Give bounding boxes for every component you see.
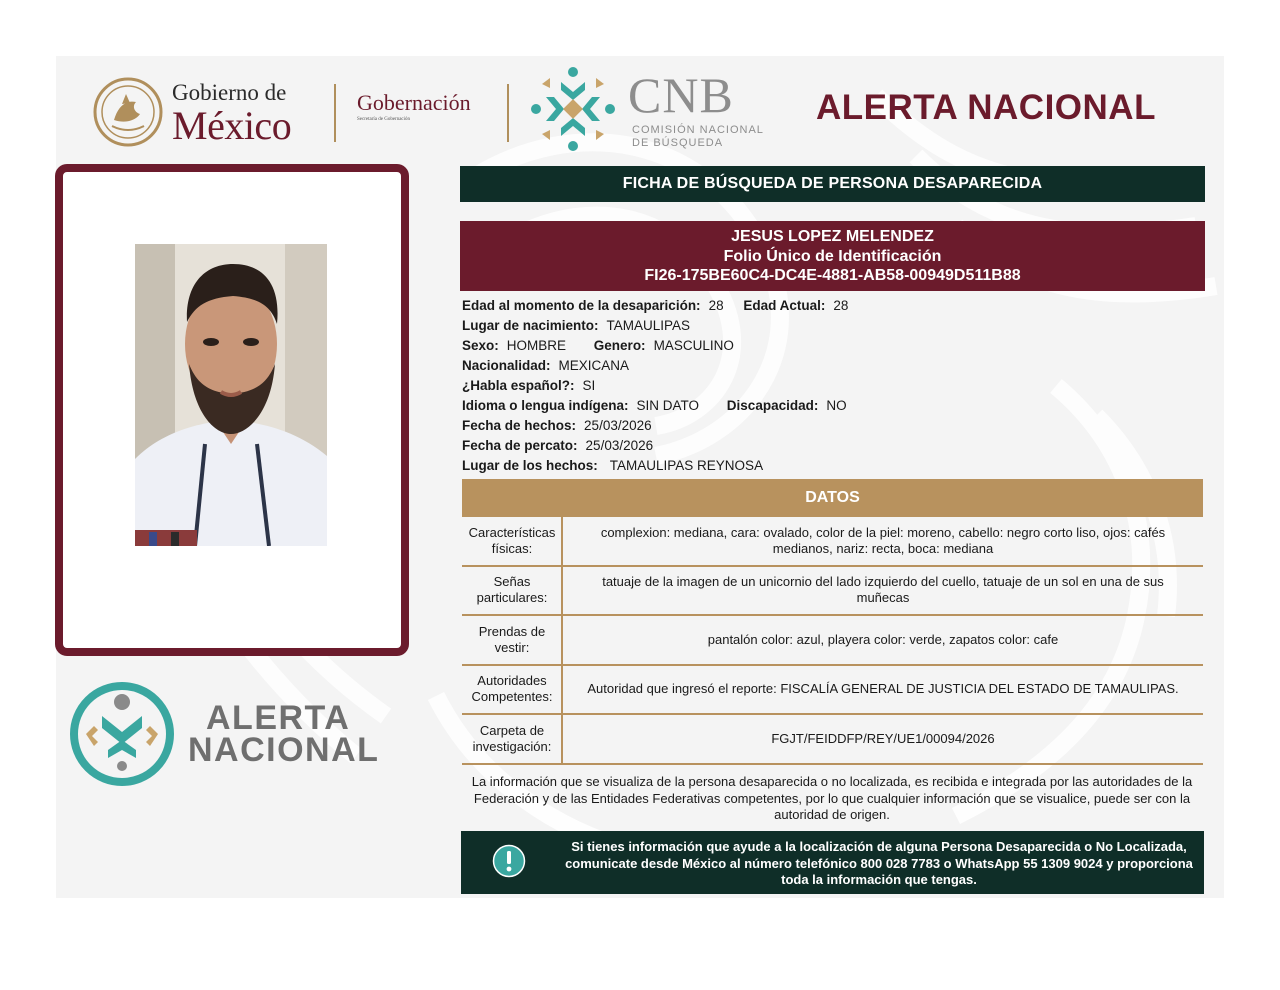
logo-line2: NACIONAL: [188, 731, 380, 769]
cnb-sub-line2: DE BÚSQUEDA: [632, 137, 724, 149]
contact-banner: [461, 831, 1204, 894]
edad-desaparicion-label: Edad al momento de la desaparición:: [462, 298, 701, 313]
datos-value: tatuaje de la imagen de un unicornio del lado izquierdo del cuello, tatuaje de un sol en una de sus muñecas: [602, 574, 1164, 606]
exclamation-icon: [492, 844, 526, 878]
datos-row: [462, 715, 1203, 765]
header-divider: [334, 84, 336, 142]
photo-frame: [55, 164, 409, 656]
gob-line2: México: [172, 103, 292, 148]
info-row: [462, 296, 1202, 316]
lugar-hechos-value: TAMAULIPAS REYNOSA: [609, 458, 764, 473]
person-info: [462, 296, 1202, 476]
edad-actual-value: 28: [833, 298, 849, 313]
datos-label: Señas particulares:: [476, 574, 548, 606]
genero-value: MASCULINO: [653, 338, 734, 353]
person-name: JESUS LOPEZ MELENDEZ: [731, 228, 934, 245]
gobernacion-title: Gobernación: [357, 90, 471, 115]
gob-line1: Gobierno de: [172, 80, 287, 105]
fecha-hechos-label: Fecha de hechos:: [462, 418, 577, 433]
lugar-hechos-label: Lugar de los hechos:: [462, 458, 598, 473]
logo-line1: ALERTA: [206, 699, 351, 737]
habla-espanol-value: SI: [582, 378, 596, 393]
fecha-percato-label: Fecha de percato:: [462, 438, 578, 453]
fecha-percato-value: 25/03/2026: [585, 438, 654, 453]
lugar-nacimiento-label: Lugar de nacimiento:: [462, 318, 599, 333]
info-row: [462, 356, 1202, 376]
datos-value: Autoridad que ingresó el reporte: FISCALÍA GENERAL DE JUSTICIA DEL ESTADO DE TAMAULIPAS.: [587, 681, 1179, 697]
cnb-sub-line1: COMISIÓN NACIONAL: [632, 124, 764, 136]
datos-row: [462, 567, 1203, 617]
info-row: [462, 376, 1202, 396]
sexo-label: Sexo:: [462, 338, 499, 353]
datos-value: FGJT/FEIDDFP/REY/UE1/00094/2026: [771, 730, 995, 746]
cnb-title: CNB: [628, 67, 734, 123]
edad-desaparicion-value: 28: [708, 298, 724, 313]
datos-title: DATOS: [462, 479, 1203, 517]
idioma-label: Idioma o lengua indígena:: [462, 398, 629, 413]
gobernacion-subtitle: Secretaría de Gobernación: [357, 117, 411, 122]
datos-table: [462, 517, 1203, 765]
info-row: [462, 336, 1202, 356]
datos-label: Carpeta de investigación:: [472, 722, 552, 754]
disclaimer-text: La información que se visualiza de la persona desaparecida o no localizada, es recibida e integrada por las autoridades de la Federación y de las Entidades Federativas competentes, por lo que cualquier información que se visualice, puede ser con la autoridad de origen.: [471, 774, 1193, 822]
alerta-nacional-title: ALERTA NACIONAL: [816, 88, 1156, 127]
mexico-seal-icon: [92, 76, 164, 148]
contact-text: Si tienes información que ayude a la localización de alguna Persona Desaparecida o No Localizada, comunicate desde México al número telefónico 800 028 7783 o WhatsApp 55 1309 9024 y proporciona toda la información que tengas.: [565, 839, 1193, 887]
datos-row: [462, 666, 1203, 716]
datos-label: Prendas de vestir:: [478, 623, 546, 655]
nacionalidad-value: MEXICANA: [558, 358, 630, 373]
datos-value: complexion: mediana, cara: ovalado, color de la piel: moreno, cabello: negro corto liso, ojos: cafés medianos, nariz: recta, boca: mediana: [600, 524, 1166, 556]
fecha-hechos-value: 25/03/2026: [584, 418, 652, 433]
gobernacion-logo: [357, 90, 471, 122]
discapacidad-value: NO: [826, 398, 847, 413]
discapacidad-label: Discapacidad:: [726, 398, 819, 413]
cnb-emblem-icon: [528, 64, 618, 154]
datos-label: Características físicas:: [468, 524, 556, 556]
header-divider: [507, 84, 509, 142]
lugar-nacimiento-value: TAMAULIPAS: [606, 318, 691, 333]
nacionalidad-label: Nacionalidad:: [462, 358, 551, 373]
info-row: [462, 316, 1202, 336]
sexo-value: HOMBRE: [506, 338, 567, 353]
edad-actual-label: Edad Actual:: [743, 298, 826, 313]
datos-row: [462, 517, 1203, 567]
ficha-title: FICHA DE BÚSQUEDA DE PERSONA DESAPARECIDA: [460, 166, 1205, 202]
idioma-value: SIN DATO: [636, 398, 700, 413]
cnb-subtitle: [632, 124, 764, 150]
info-row: [462, 396, 1202, 416]
datos-row: [462, 616, 1203, 666]
datos-label: Autoridades Competentes:: [471, 673, 553, 705]
datos-value: pantalón color: azul, playera color: verde, zapatos color: cafe: [707, 631, 1059, 647]
info-row: [462, 416, 1202, 436]
header: [0, 0, 1280, 160]
genero-label: Genero:: [593, 338, 646, 353]
folio-label: Folio Único de Identificación: [723, 247, 942, 265]
habla-espanol-label: ¿Habla español?:: [462, 378, 575, 393]
person-name-block: [460, 221, 1205, 291]
folio-number: FI26-175BE60C4-DC4E-4881-AB58-00949D511B88: [644, 267, 1021, 284]
alerta-nacional-logo-icon: [68, 680, 176, 788]
info-row: [462, 436, 1202, 456]
person-photo: [135, 244, 327, 546]
info-row: [462, 456, 1202, 476]
alerta-nacional-logo-text: [188, 699, 380, 769]
